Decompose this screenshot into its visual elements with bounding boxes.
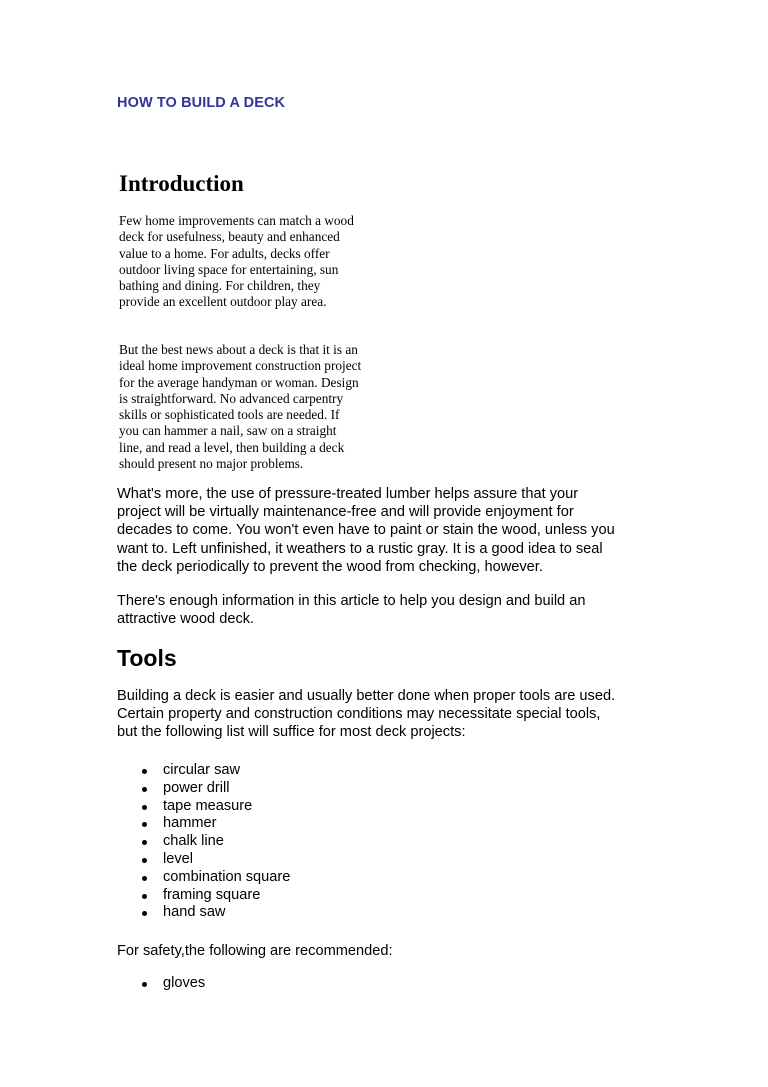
list-item-text: chalk line	[163, 833, 224, 850]
list-item	[117, 833, 290, 851]
text-line: should present no major problems.	[119, 456, 304, 472]
list-item	[117, 780, 290, 798]
text-line: ideal home improvement construction project	[119, 358, 362, 374]
safety-list	[117, 975, 205, 993]
text-line: deck for usefulness, beauty and enhanced	[119, 229, 340, 245]
text-line: the deck periodically to prevent the wood from checking, however.	[117, 558, 543, 575]
bullet-icon	[142, 876, 147, 881]
list-item-text: hand saw	[163, 904, 226, 921]
tools-intro-paragraph	[117, 687, 657, 742]
list-item	[117, 887, 290, 905]
bullet-icon	[142, 805, 147, 810]
bullet-icon	[142, 911, 147, 916]
list-item-text: level	[163, 850, 194, 867]
text-line: but the following list will suffice for most deck projects:	[117, 724, 466, 741]
list-item-text: hammer	[163, 815, 217, 832]
tools-list	[117, 762, 290, 922]
text-line: value to a home. For adults, decks offer	[119, 245, 330, 261]
list-item-text: combination square	[163, 868, 291, 885]
text-line: For safety,the following are recommended:	[117, 943, 393, 959]
bullet-icon	[142, 787, 147, 792]
introduction-paragraph-1	[119, 213, 419, 311]
list-item-text: power drill	[163, 779, 230, 796]
text-line: line, and read a level, then building a deck	[119, 439, 345, 455]
list-item	[117, 815, 290, 833]
text-line: is straightforward. No advanced carpentry	[119, 390, 344, 406]
bullet-icon	[142, 858, 147, 863]
text-line: provide an excellent outdoor play area.	[119, 294, 327, 310]
bullet-icon	[142, 894, 147, 899]
list-item	[117, 798, 290, 816]
text-line: There's enough information in this article to help you design and build an	[117, 593, 586, 609]
text-line: bathing and dining. For children, they	[119, 278, 321, 294]
text-line: outdoor living space for entertaining, sun	[119, 261, 339, 277]
bullet-icon	[142, 822, 147, 827]
article-info-paragraph	[117, 592, 657, 628]
list-item	[117, 869, 290, 887]
text-line: Certain property and construction conditions may necessitate special tools,	[117, 706, 601, 723]
list-item	[117, 762, 290, 780]
list-item-text: tape measure	[163, 797, 253, 814]
list-item	[117, 904, 290, 922]
text-line: for the average handyman or woman. Design	[119, 374, 359, 390]
list-item-text: circular saw	[163, 762, 241, 778]
text-line: Few home improvements can match a wood	[119, 213, 354, 228]
text-line: What's more, the use of pressure-treated lumber helps assure that your	[117, 486, 579, 502]
bullet-icon	[142, 840, 147, 845]
document-title: HOW TO BUILD A DECK	[117, 95, 286, 111]
text-line: want to. Left unfinished, it weathers to a rustic gray. It is a good idea to seal	[117, 540, 603, 557]
text-line: project will be virtually maintenance-free and will provide enjoyment for	[117, 504, 574, 521]
bullet-icon	[142, 982, 147, 987]
text-line: decades to come. You won't even have to paint or stain the wood, unless you	[117, 522, 615, 539]
text-line: skills or sophisticated tools are needed. If	[119, 407, 340, 423]
text-line: you can hammer a nail, saw on a straight	[119, 423, 337, 439]
tools-heading: Tools	[117, 645, 177, 671]
list-item-text: gloves	[163, 975, 206, 991]
text-line: attractive wood deck.	[117, 611, 255, 628]
lumber-paragraph	[117, 485, 657, 576]
list-item	[117, 851, 290, 869]
text-line: Building a deck is easier and usually better done when proper tools are used.	[117, 688, 616, 704]
list-item-text: framing square	[163, 886, 261, 903]
safety-intro	[117, 942, 657, 960]
introduction-heading: Introduction	[119, 171, 244, 196]
list-item	[117, 975, 205, 993]
introduction-paragraph-2	[119, 342, 419, 472]
bullet-icon	[142, 769, 147, 774]
text-line: But the best news about a deck is that it is an	[119, 342, 358, 357]
